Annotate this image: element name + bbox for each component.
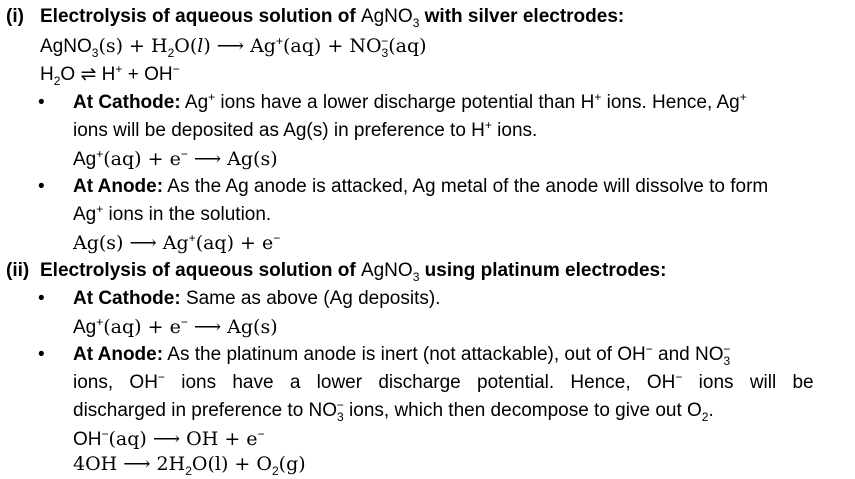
pt-anode-text-line-2: ions, OH− ions have a lower discharge potential. Hence, OH− ions will be [73,370,814,393]
section-i-number: (i) [6,6,24,27]
anode-text-line-1: At Anode: As the Ag anode is attacked, Ag metal of the anode will dissolve to form [73,176,769,197]
anode-equation: Ag(s) ⟶ Ag+(aq) + e− [73,231,281,254]
bullet-icon: • [38,92,45,113]
pt-anode-text-line-1: At Anode: As the platinum anode is inert (not attackable), out of OH− and $NO_3^-$ [73,342,731,368]
section-ii-number: (ii) [6,260,30,281]
section-i-title: Electrolysis of aqueous solution of AgNO$_3$ with silver electrodes: [40,6,625,30]
pt-anode-equation-2: 4OH ⟶ $2H_2O(l) + O_2(g)$ [73,453,306,478]
pt-cathode-equation: Ag+(aq) + e− ⟶ Ag(s) [73,315,278,338]
compound-formula: AgNO$_3$ [360,6,420,30]
cathode-equation: Ag+(aq) + e− ⟶ Ag(s) [73,147,278,170]
equation-dissociation: AgNO$_3$(s) + $H_2O(l)$ ⟶ $Ag^+(aq) + NO_3^-(aq)$ [40,34,427,60]
section-ii-title: Electrolysis of aqueous solution of AgNO$_3$ using platinum electrodes: [40,260,667,284]
cathode-text-line-1: At Cathode: Ag+ ions have a lower discharge potential than H+ ions. Hence, Ag+ [73,90,747,113]
anode-text-line-2: Ag+ ions in the solution. [73,202,272,225]
bullet-icon: • [38,288,45,309]
cathode-text-line-2: ions will be deposited as Ag(s) in preference to H+ ions. [73,118,538,141]
pt-cathode-text: At Cathode: Same as above (Ag deposits). [73,288,441,309]
bullet-icon: • [38,344,45,365]
bullet-icon: • [38,176,45,197]
pt-anode-text-line-3: discharged in preference to $NO_3^-$ ions, which then decompose to give out $O_2$. [73,398,714,424]
pt-anode-equation-1: OH−(aq) ⟶ OH + e− [73,427,265,450]
compound-formula: AgNO$_3$ [360,260,420,284]
equation-water: $H_2O$ ⇌ H+ + OH− [40,62,180,88]
